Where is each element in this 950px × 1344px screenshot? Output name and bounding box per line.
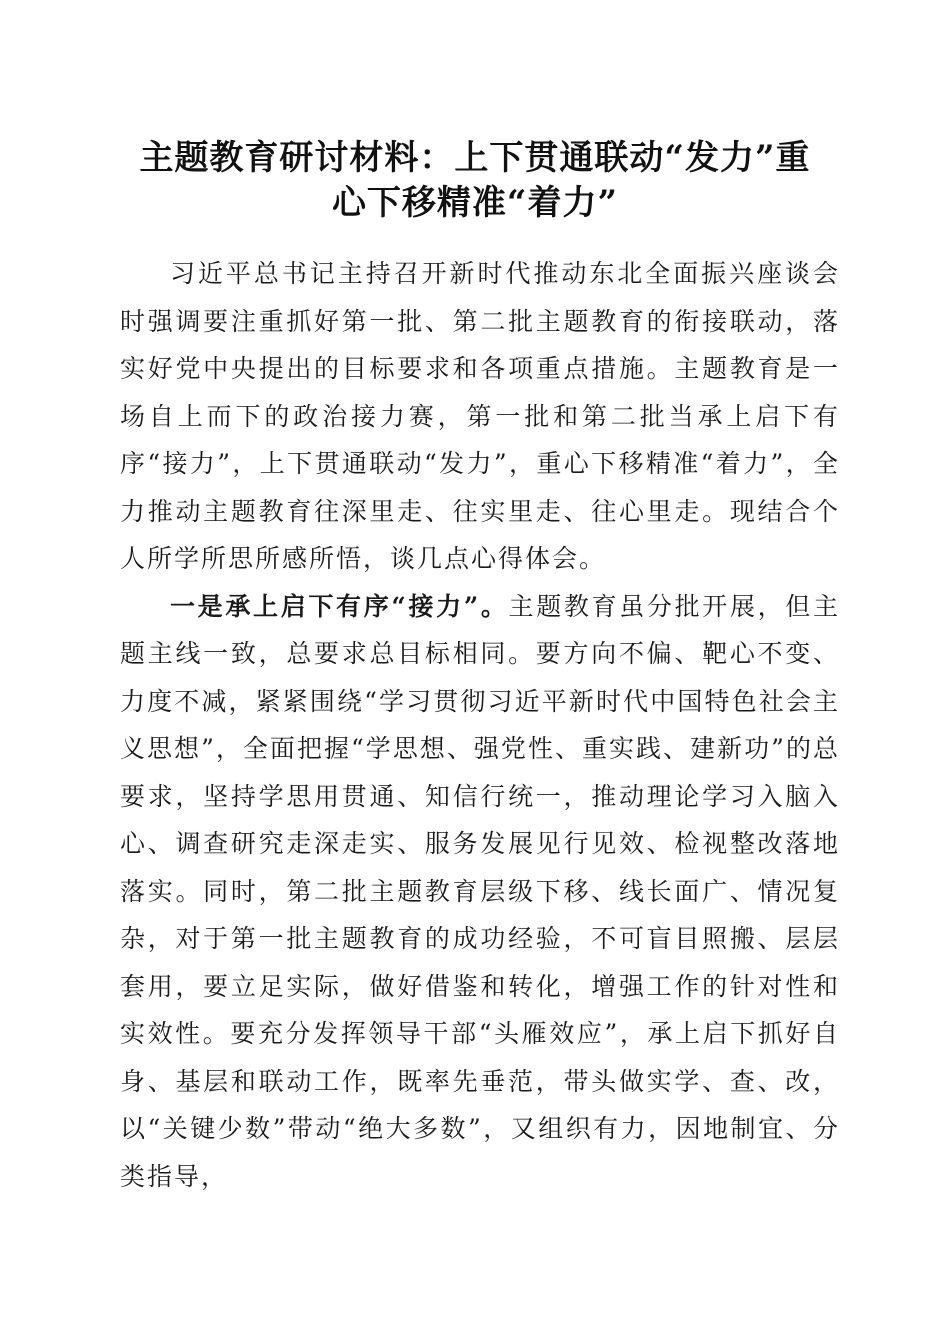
paragraph-text: 习近平总书记主持召开新时代推动东北全面振兴座谈会时强调要注重抓好第一批、第二批主题教育的衔接联动，落实好党中央提出的目标要求和各项重点措施。主题教育是一场自上而下的政治接力赛，第一批和第二批当承上启下有序“接力”，上下贯通联动“发力”，重心下移精准“着力”，全力推动主题教育往深里走、往实里走、往心里走。现结合个人所学所思所感所悟，谈几点心得体会。 xyxy=(120,259,840,573)
title-line-1: 主题教育研讨材料：上下贯通联动“发力”重 xyxy=(139,138,811,178)
paragraph-intro xyxy=(120,250,840,583)
paragraph-lead-heading: 一是承上启下有序“接力”。 xyxy=(170,591,509,621)
document-title xyxy=(110,136,840,226)
paragraph-point-one xyxy=(120,583,840,1201)
document-body xyxy=(120,250,840,1200)
paragraph-text: 主题教育虽分批开展，但主题主线一致，总要求总目标相同。要方向不偏、靶心不变、力度不减，紧紧围绕“学习贯彻习近平新时代中国特色社会主义思想”，全面把握“学思想、强党性、重实践、建新功”的总要求，坚持学思用贯通、知信行统一，推动理论学习入脑入心、调查研究走深走实、服务发展见行见效、检视整改落地落实。同时，第二批主题教育层级下移、线长面广、情况复杂，对于第一批主题教育的成功经验，不可盲目照搬、层层套用，要立足实际，做好借鉴和转化，增强工作的针对性和实效性。要充分发挥领导干部“头雁效应”，承上启下抓好自身、基层和联动工作，既率先垂范，带头做实学、查、改，以“关键少数”带动“绝大多数”，又组织有力，因地制宜、分类指导， xyxy=(120,591,840,1191)
title-line-2: 心下移精准“着力” xyxy=(331,183,619,223)
